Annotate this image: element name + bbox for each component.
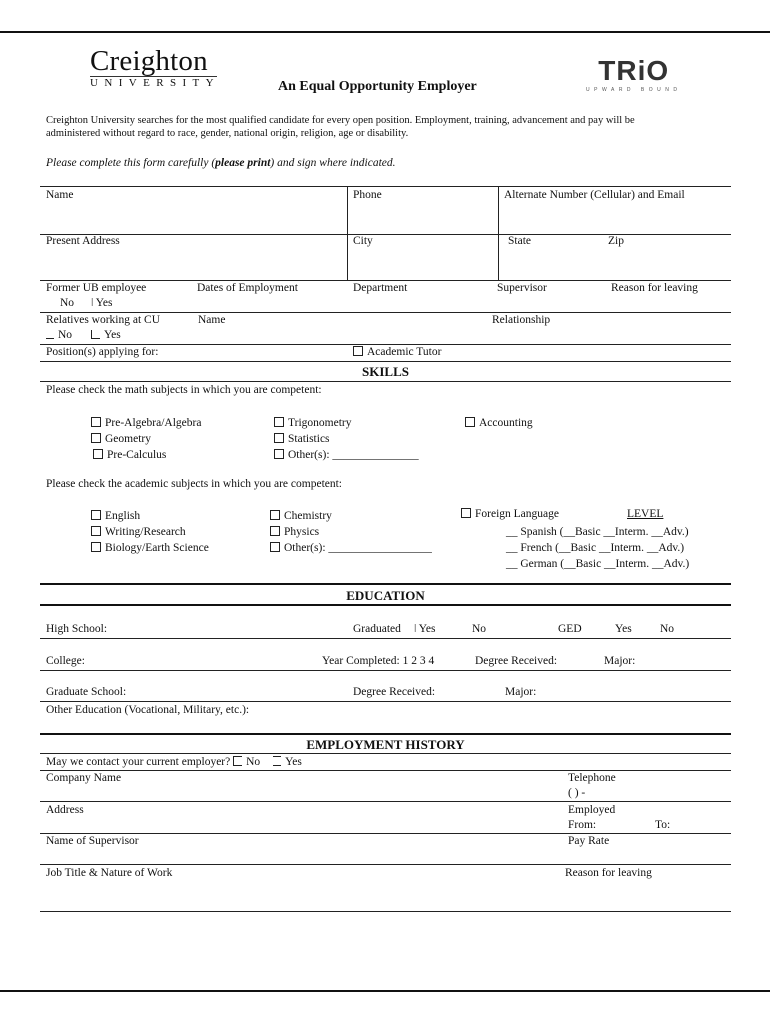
checkbox[interactable] <box>91 433 101 443</box>
rule <box>40 344 731 345</box>
checkbox[interactable] <box>93 449 103 459</box>
academic-item[interactable] <box>91 508 209 524</box>
math-item[interactable] <box>274 431 419 447</box>
math-item[interactable] <box>91 431 201 447</box>
academic-col-1 <box>91 508 209 556</box>
math-item-label: Geometry <box>105 433 151 445</box>
academic-prompt: Please check the academic subjects in which you are competent: <box>46 478 343 490</box>
graduated-no-label[interactable]: No <box>472 623 487 635</box>
employment-top-rule <box>40 733 731 735</box>
graduate-major-label: Major: <box>505 686 537 698</box>
academic-tutor-checkbox[interactable] <box>353 346 363 356</box>
intro-line-2: administered without regard to race, gender, national origin, religion, age or disability. <box>46 128 409 139</box>
checkbox[interactable] <box>270 542 280 552</box>
vline <box>347 186 348 234</box>
academic-item-label: Writing/Research <box>105 526 186 538</box>
language-row[interactable]: __ Spanish (__Basic __Interm. __Adv.) <box>506 526 689 538</box>
rule <box>40 361 731 362</box>
state-label: State <box>508 235 531 247</box>
creighton-logo <box>90 45 220 89</box>
contact-no-label: No <box>246 756 261 768</box>
relatives-yes-checkbox[interactable] <box>91 330 100 339</box>
page-title: An Equal Opportunity Employer <box>278 79 477 94</box>
math-prompt: Please check the math subjects in which you are competent: <box>46 384 322 396</box>
zip-label: Zip <box>608 235 624 247</box>
math-item[interactable] <box>465 415 533 431</box>
employer-address-label: Address <box>46 804 84 816</box>
trio-logo <box>586 55 681 93</box>
math-item-label: Pre-Calculus <box>107 449 167 461</box>
reason-label: Reason for leaving <box>611 282 698 294</box>
academic-item[interactable] <box>270 524 432 540</box>
intro-line-1: Creighton University searches for the most qualified candidate for every open position. Employment, training, advancement and pay will be <box>46 115 635 126</box>
job-title-label: Job Title & Nature of Work <box>46 867 173 879</box>
rule <box>40 753 731 754</box>
checkbox[interactable] <box>91 542 101 552</box>
alt-number-label: Alternate Number (Cellular) and Email <box>504 189 685 201</box>
former-yes-label: Yes <box>95 297 113 309</box>
academic-item-label: Physics <box>284 526 320 538</box>
checkbox[interactable] <box>270 526 280 536</box>
high-school-label: High School: <box>46 623 108 635</box>
math-item[interactable] <box>274 447 419 463</box>
relatives-no-label: No <box>58 329 73 341</box>
rule <box>40 770 731 771</box>
contact-employer-row <box>46 756 302 768</box>
rule <box>40 280 731 281</box>
academic-item-label: Biology/Earth Science <box>105 542 209 554</box>
math-col-1 <box>91 415 201 463</box>
checkbox[interactable] <box>274 449 284 459</box>
academic-item-label: Other(s): __________________ <box>284 542 432 554</box>
math-item[interactable] <box>274 415 419 431</box>
telephone-format: ( ) - <box>568 787 586 799</box>
supervisor-label: Supervisor <box>497 282 547 294</box>
vline <box>498 234 499 280</box>
rule <box>40 864 731 865</box>
math-item-label: Trigonometry <box>288 417 352 429</box>
employment-heading: EMPLOYMENT HISTORY <box>306 737 465 752</box>
checkbox-mark[interactable]: ǀ <box>90 297 94 309</box>
checkbox[interactable] <box>270 510 280 520</box>
vline <box>347 234 348 280</box>
skills-heading: SKILLS <box>362 364 409 379</box>
academic-item[interactable] <box>270 540 432 556</box>
address-label: Present Address <box>46 235 120 247</box>
checkbox[interactable] <box>91 526 101 536</box>
contact-yes-label: Yes <box>285 756 302 768</box>
instr-post: ) and sign where indicated. <box>270 157 396 169</box>
graduated-label: Graduated <box>353 623 401 635</box>
academic-item-label: Chemistry <box>284 510 332 522</box>
city-label: City <box>353 235 373 247</box>
language-row[interactable]: __ German (__Basic __Interm. __Adv.) <box>506 558 690 570</box>
math-item-label: Statistics <box>288 433 330 445</box>
page-bottom-border <box>0 990 770 992</box>
department-label: Department <box>353 282 408 294</box>
instr-pre: Please complete this form carefully ( <box>46 157 216 169</box>
employed-label: Employed <box>568 804 616 816</box>
vline <box>498 186 499 234</box>
logo-sub-text: UNIVERSITY <box>90 77 220 89</box>
rule <box>40 186 731 187</box>
former-employee-label: Former UB employee <box>46 282 147 294</box>
relationship-label: Relationship <box>492 314 551 326</box>
relatives-no-checkbox[interactable] <box>46 330 54 339</box>
college-label: College: <box>46 655 85 667</box>
instructions <box>46 157 396 169</box>
math-item-label: Other(s): _______________ <box>288 449 419 461</box>
graduated-yes[interactable]: ǀ Yes <box>414 623 436 635</box>
instr-bold: please print <box>215 157 271 169</box>
positions-label: Position(s) applying for: <box>46 346 159 358</box>
rule <box>40 801 731 802</box>
rule <box>40 911 731 912</box>
education-top-rule <box>40 583 731 585</box>
relatives-options[interactable] <box>46 329 121 341</box>
education-heading: EDUCATION <box>346 588 425 603</box>
logo-main-text: Creighton <box>90 45 208 77</box>
college-major-label: Major: <box>604 655 636 667</box>
relatives-label: Relatives working at CU <box>46 314 161 326</box>
dates-employment-label: Dates of Employment <box>197 282 298 294</box>
college-degree-label: Degree Received: <box>475 655 558 667</box>
former-no-option[interactable] <box>60 297 112 309</box>
telephone-label: Telephone <box>568 772 616 784</box>
graduate-degree-label: Degree Received: <box>353 686 436 698</box>
contact-no-checkbox[interactable] <box>233 756 242 766</box>
rule <box>40 381 731 382</box>
ged-yes-label[interactable]: Yes <box>615 623 632 635</box>
education-bottom-rule <box>40 604 731 606</box>
checkbox[interactable] <box>465 417 475 427</box>
checkbox[interactable] <box>274 433 284 443</box>
academic-item[interactable] <box>270 508 432 524</box>
to-label: To: <box>655 819 671 831</box>
other-education-label: Other Education (Vocational, Military, etc.): <box>46 704 250 716</box>
foreign-language-checkbox[interactable] <box>461 508 471 518</box>
academic-tutor-label: Academic Tutor <box>367 346 442 358</box>
foreign-language-option[interactable] <box>461 508 559 520</box>
math-col-3 <box>465 415 533 431</box>
rule <box>40 833 731 834</box>
academic-col-2 <box>270 508 432 556</box>
rule <box>40 638 731 639</box>
checkbox[interactable] <box>91 510 101 520</box>
language-levels <box>506 524 689 572</box>
language-row[interactable]: __ French (__Basic __Interm. __Adv.) <box>506 542 685 554</box>
name-label: Name <box>46 189 74 201</box>
former-no-label: No <box>60 297 75 309</box>
trio-logo-sub: UPWARD BOUND <box>586 87 682 93</box>
graduated-yes-label: Yes <box>418 623 436 635</box>
rule <box>40 234 731 235</box>
company-name-label: Company Name <box>46 772 122 784</box>
contact-yes-checkbox[interactable] <box>273 756 281 766</box>
rule <box>40 312 731 313</box>
math-item[interactable] <box>91 415 201 431</box>
foreign-language-label: Foreign Language <box>475 508 559 520</box>
pay-rate-label: Pay Rate <box>568 835 610 847</box>
employment-reason-label: Reason for leaving <box>565 867 652 879</box>
rule <box>40 701 731 702</box>
math-col-2 <box>274 415 419 463</box>
phone-label: Phone <box>353 189 382 201</box>
page-top-border <box>0 31 770 33</box>
rule <box>40 670 731 671</box>
academic-item-label: English <box>105 510 141 522</box>
math-item-label: Pre-Algebra/Algebra <box>105 417 202 429</box>
ged-label: GED <box>558 623 582 635</box>
checkbox[interactable] <box>274 417 284 427</box>
ged-no-label[interactable]: No <box>660 623 675 635</box>
year-completed-label: Year Completed: 1 2 3 4 <box>322 655 435 667</box>
academic-item[interactable] <box>91 524 209 540</box>
trio-logo-text: TRiO <box>598 55 670 86</box>
contact-employer-label: May we contact your current employer? <box>46 756 231 768</box>
level-label: LEVEL <box>627 508 664 520</box>
supervisor-name-label: Name of Supervisor <box>46 835 139 847</box>
math-item[interactable] <box>93 447 201 463</box>
graduate-school-label: Graduate School: <box>46 686 127 698</box>
from-label: From: <box>568 819 597 831</box>
relatives-yes-label: Yes <box>103 329 121 341</box>
relative-name-label: Name <box>198 314 226 326</box>
academic-item[interactable] <box>91 540 209 556</box>
checkbox[interactable] <box>91 417 101 427</box>
math-item-label: Accounting <box>479 417 533 429</box>
academic-tutor-option[interactable] <box>353 346 441 358</box>
